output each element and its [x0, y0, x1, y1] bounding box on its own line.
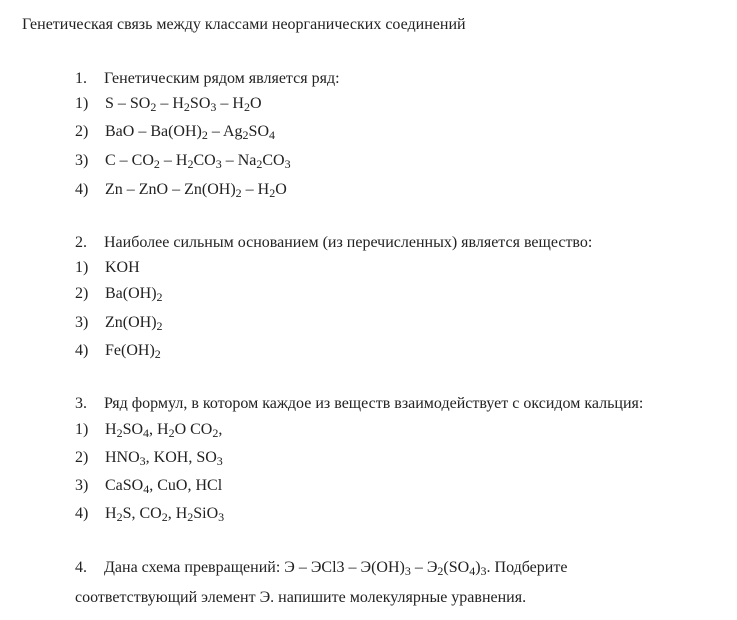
option-2-3 [75, 314, 163, 332]
option-2-1 [75, 259, 140, 277]
option-formula: $HNO_3$, KOH, $SO_3$ [105, 449, 223, 468]
option-number: 3) [75, 477, 89, 494]
option-formula: $H_2SO_4$, $H_2O$ $CO_2$, [105, 421, 223, 440]
option-1-4 [75, 181, 287, 199]
option-3-4 [75, 505, 224, 523]
option-formula: BaO – $Ba(OH)_2 - Ag_2SO_4$ [105, 123, 275, 142]
question-number: 3. [75, 395, 87, 412]
option-2-2 [75, 285, 163, 303]
option-1-3 [75, 152, 291, 170]
option-number: 2) [75, 285, 89, 302]
question-text: Дана схема превращений: Э – $ЭCl3 - Э(OH)_3 - Э_2(SO_4)_3$. Подберите [104, 559, 568, 578]
question-4-heading [75, 559, 567, 577]
question-1-heading [75, 70, 340, 88]
question-4-continuation: соответствующий элемент Э. напишите молекулярные уравнения. [75, 589, 527, 606]
option-number: 2) [75, 123, 89, 140]
option-number: 2) [75, 449, 89, 466]
question-text: Ряд формул, в котором каждое из веществ взаимодействует с оксидом кальция: [104, 395, 644, 412]
option-formula: $H_2S$, $CO_2$, $H_2SiO_3$ [105, 505, 225, 524]
option-3-2 [75, 449, 223, 467]
question-3-heading [75, 395, 643, 413]
page-title: Генетическая связь между классами неорганических соединений [22, 16, 466, 33]
question-number: 4. [75, 559, 87, 576]
option-3-3 [75, 477, 222, 495]
option-number: 4) [75, 181, 89, 198]
option-number: 1) [75, 95, 89, 112]
question-text: Наиболее сильным основанием (из перечисленных) является вещество: [104, 234, 593, 251]
option-number: 4) [75, 505, 89, 522]
option-number: 1) [75, 421, 89, 438]
option-number: 3) [75, 314, 89, 331]
option-formula: C – $CO_2 - H_2CO_3 - Na_2CO_3$ [105, 152, 291, 171]
option-number: 4) [75, 342, 89, 359]
option-1-1 [75, 95, 262, 113]
option-3-1 [75, 421, 222, 439]
option-formula: Zn – ZnO – $Zn(OH)_2 - H_2O$ [105, 181, 287, 200]
option-formula: $Ba(OH)_2$ [105, 285, 163, 304]
option-number: 3) [75, 152, 89, 169]
option-formula: CaSO$_4$, CuO, HCl [105, 477, 223, 496]
option-formula: $Fe(OH)_2$ [105, 342, 161, 361]
option-formula: $Zn(OH)_2$ [105, 314, 163, 333]
option-formula: KOH [105, 259, 140, 276]
option-formula: S – $SO_2 - H_2SO_3 - H_2O$ [105, 95, 262, 114]
question-text: Генетическим рядом является ряд: [104, 70, 340, 87]
question-2-heading [75, 234, 592, 252]
question-number: 2. [75, 234, 87, 251]
option-1-2 [75, 123, 275, 141]
option-number: 1) [75, 259, 89, 276]
question-number: 1. [75, 70, 87, 87]
option-2-4 [75, 342, 161, 360]
